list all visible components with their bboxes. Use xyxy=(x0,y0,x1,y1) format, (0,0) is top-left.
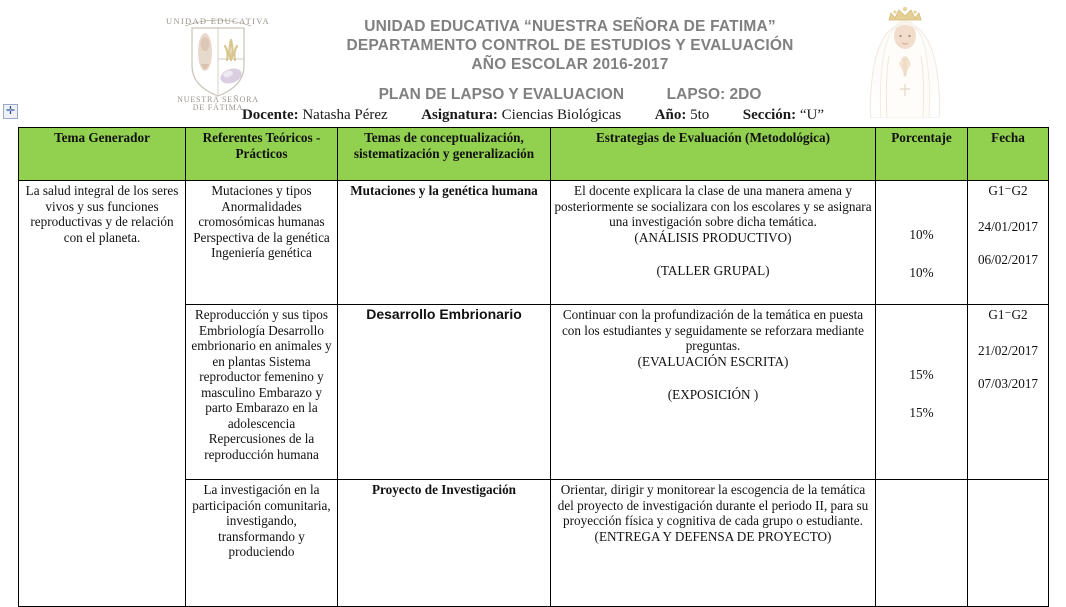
ano-label: Año: xyxy=(654,107,687,123)
cell-conceptualizacion: Desarrollo Embrionario xyxy=(338,305,551,480)
col-header-conceptualizacion-line1: Temas de conceptualización, xyxy=(364,130,524,145)
cell-tema-generador: La salud integral de los seres vivos y sus funciones reproductivas y de relación con el planeta. xyxy=(19,181,186,607)
svg-text:NUESTRA SEÑORA: NUESTRA SEÑORA xyxy=(177,95,259,104)
cell-conceptualizacion: Mutaciones y la genética humana xyxy=(338,181,551,305)
org-title-line1: UNIDAD EDUCATIVA “NUESTRA SEÑORA DE FATIMA” xyxy=(364,18,776,35)
cell-referentes: Reproducción y sus tipos Embriología Desarrollo embrionario en animales y en plantas Sistema reproductor femenino y masculino Embarazo y parto Embarazo en la adolescencia Repercusiones de la reproducción humana xyxy=(186,305,338,480)
col-header-porcentaje: Porcentaje xyxy=(876,128,968,181)
col-header-conceptualizacion xyxy=(338,128,551,181)
plan-evaluacion-table xyxy=(18,127,1049,607)
organization-title xyxy=(270,17,870,74)
fecha-value: 07/03/2017 xyxy=(977,376,1039,391)
estrategia-main-text: Continuar con la profundización de la temática en puesta con los estudiantes y seguidamente se reforzara mediante preguntas. xyxy=(561,307,865,353)
cell-referentes: La investigación en la participación comunitaria, investigando, transformando y produciendo xyxy=(186,480,338,607)
cell-porcentaje xyxy=(876,480,968,607)
estrategia-tag-2: (TALLER GRUPAL) xyxy=(656,263,770,278)
svg-text:UNIDAD EDUCATIVA: UNIDAD EDUCATIVA xyxy=(166,16,270,26)
estrategia-tag-1: (ENTREGA Y DEFENSA DE PROYECTO) xyxy=(594,528,832,544)
cell-fecha xyxy=(968,181,1049,305)
svg-text:DE FÁTIMA: DE FÁTIMA xyxy=(192,103,244,110)
col-header-tema-generador: Tema Generador xyxy=(19,128,186,181)
porcentaje-value: 10% xyxy=(909,227,934,242)
org-title-line3: AÑO ESCOLAR 2016-2017 xyxy=(471,56,669,73)
lapso-label: LAPSO: 2DO xyxy=(666,86,762,103)
docente-label: Docente: xyxy=(241,107,299,123)
plan-title-text: PLAN DE LAPSO Y EVALUACION xyxy=(378,86,625,103)
table-row xyxy=(19,181,1049,305)
cell-referentes: Mutaciones y tipos Anormalidades cromosómicas humanas Perspectiva de la genética Ingeniería genética xyxy=(186,181,338,305)
seccion-label: Sección: xyxy=(742,107,797,123)
docente-value: Natasha Pérez xyxy=(302,107,388,123)
cell-conceptualizacion: Proyecto de Investigación xyxy=(338,480,551,607)
asignatura-value: Ciencias Biológicas xyxy=(501,107,622,123)
plan-subtitle xyxy=(270,86,870,104)
estrategia-tag-2: (EXPOSICIÓN ) xyxy=(667,387,759,402)
cell-estrategias xyxy=(551,305,876,480)
cell-porcentaje xyxy=(876,181,968,305)
fecha-value: 06/02/2017 xyxy=(977,252,1039,267)
col-header-referentes-line1: Referentes Teóricos - xyxy=(202,130,321,145)
table-move-handle-glyph: ✛ xyxy=(5,105,16,117)
school-crest-icon xyxy=(165,4,271,110)
porcentaje-value: 15% xyxy=(909,367,934,382)
porcentaje-value: 10% xyxy=(909,264,934,280)
fecha-group-label: G1⁻G2 xyxy=(988,183,1028,198)
ano-value: 5to xyxy=(690,107,710,123)
fecha-value: 24/01/2017 xyxy=(977,218,1039,234)
asignatura-label: Asignatura: xyxy=(421,107,498,123)
col-header-fecha: Fecha xyxy=(968,128,1049,181)
col-header-estrategias: Estrategias de Evaluación (Metodológica) xyxy=(551,128,876,181)
document-header xyxy=(0,0,1066,126)
cell-estrategias xyxy=(551,181,876,305)
estrategia-tag-1: (ANÁLISIS PRODUCTIVO) xyxy=(634,229,792,245)
cell-fecha xyxy=(968,305,1049,480)
fecha-group-label: G1⁻G2 xyxy=(988,307,1028,322)
fecha-value: 21/02/2017 xyxy=(977,342,1039,358)
table-move-handle-icon[interactable] xyxy=(3,104,18,119)
estrategia-main-text: Orientar, dirigir y monitorear la escogencia de la temática del proyecto de investigación durante el periodo II, para su proyección física y cognitiva de cada grupo o estudiante. xyxy=(557,482,869,528)
org-title-line2: DEPARTAMENTO CONTROL DE ESTUDIOS Y EVALUACIÓN xyxy=(346,37,794,54)
cell-porcentaje xyxy=(876,305,968,480)
table-header-row xyxy=(19,128,1049,181)
seccion-value: “U” xyxy=(799,107,825,123)
col-header-referentes xyxy=(186,128,338,181)
col-header-conceptualizacion-line2: sistematización y generalización xyxy=(353,145,535,161)
porcentaje-value: 15% xyxy=(909,404,934,420)
estrategia-main-text: El docente explicara la clase de una manera amena y posteriormente se socializara con los escolares y se asignara una investigación sobre dicha temática. xyxy=(554,183,872,229)
cell-estrategias xyxy=(551,480,876,607)
col-header-referentes-line2: Prácticos xyxy=(235,145,288,161)
estrategia-tag-1: (EVALUACIÓN ESCRITA) xyxy=(637,353,789,369)
cell-fecha xyxy=(968,480,1049,607)
course-meta-line xyxy=(0,107,1066,124)
